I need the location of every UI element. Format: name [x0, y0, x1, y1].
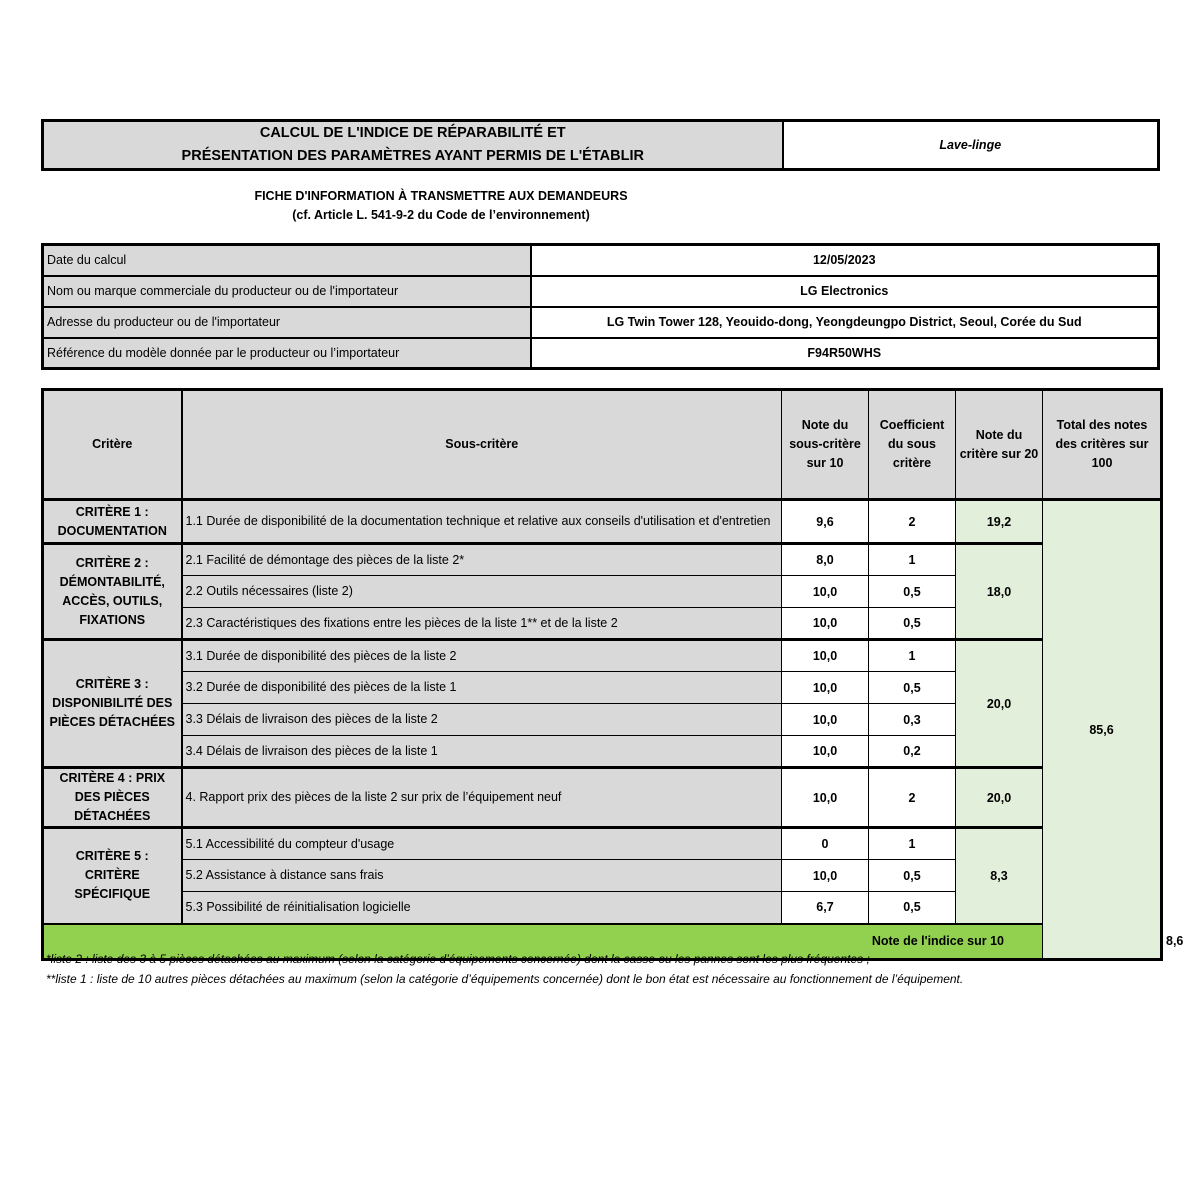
col-note-sous: Note du sous-critère sur 10 — [782, 390, 869, 500]
subcriterion-note: 10,0 — [782, 640, 869, 672]
subcriterion-coef: 0,5 — [869, 892, 956, 924]
header-title: CALCUL DE L'INDICE DE RÉPARABILITÉ ET PRÉSENTATION DES PARAMÈTRES AYANT PERMIS DE L'ÉTABLIR — [43, 121, 783, 170]
table-row — [43, 768, 1162, 828]
subcriterion-label: 4. Rapport prix des pièces de la liste 2 sur prix de l’équipement neuf — [182, 768, 782, 828]
subcriterion-coef: 1 — [869, 544, 956, 576]
footnote-liste-1: **liste 1 : liste de 10 autres pièces détachées au maximum (selon la catégorie d’équipements concernée) dont le bon état est nécessaire au fonctionnement de l’équipement. — [46, 971, 964, 986]
info-row — [43, 307, 1159, 338]
criterion-name: CRITÈRE 3 : DISPONIBILITÉ DES PIÈCES DÉTACHÉES — [43, 640, 182, 768]
subcriterion-note: 10,0 — [782, 736, 869, 768]
subcriterion-coef: 0,5 — [869, 608, 956, 640]
criterion-score: 8,3 — [956, 828, 1043, 924]
criterion-score: 20,0 — [956, 768, 1043, 828]
subcriterion-note: 10,0 — [782, 576, 869, 608]
subcriterion-label: 5.1 Accessibilité du compteur d'usage — [182, 828, 782, 860]
info-value: LG Electronics — [531, 276, 1159, 307]
info-table — [41, 243, 1160, 370]
subcriterion-label: 3.2 Durée de disponibilité des pièces de la liste 1 — [182, 672, 782, 704]
col-note-critere: Note du critère sur 20 — [956, 390, 1043, 500]
table-row — [43, 500, 1162, 544]
table-header — [43, 390, 1162, 500]
subcriterion-coef: 2 — [869, 768, 956, 828]
subcriterion-note: 10,0 — [782, 768, 869, 828]
subcriterion-coef: 0,5 — [869, 672, 956, 704]
col-critere: Critère — [43, 390, 182, 500]
table-row — [43, 640, 1162, 672]
criterion-name: CRITÈRE 5 : CRITÈRE SPÉCIFIQUE — [43, 828, 182, 924]
info-label: Adresse du producteur ou de l'importateur — [43, 307, 531, 338]
score-table — [41, 388, 1184, 961]
info-row — [43, 245, 1159, 276]
table-row — [43, 544, 1162, 576]
info-label: Référence du modèle donnée par le producteur ou l’importateur — [43, 338, 531, 369]
total-score: 85,6 — [1043, 500, 1162, 960]
subcriterion-label: 2.1 Facilité de démontage des pièces de la liste 2* — [182, 544, 782, 576]
subcriterion-note: 10,0 — [782, 672, 869, 704]
subcriterion-coef: 1 — [869, 828, 956, 860]
subcriterion-coef: 2 — [869, 500, 956, 544]
info-value: 12/05/2023 — [531, 245, 1159, 276]
info-label: Nom ou marque commerciale du producteur ou de l'importateur — [43, 276, 531, 307]
info-label: Date du calcul — [43, 245, 531, 276]
col-coef: Coefficient du sous critère — [869, 390, 956, 500]
col-sous-critere: Sous-critère — [182, 390, 782, 500]
subcriterion-coef: 0,5 — [869, 576, 956, 608]
subcriterion-note: 6,7 — [782, 892, 869, 924]
subcriterion-label: 3.4 Délais de livraison des pièces de la liste 1 — [182, 736, 782, 768]
subcriterion-coef: 0,3 — [869, 704, 956, 736]
final-row: Note de l'indice sur 10 8,6 — [43, 924, 1162, 960]
info-row — [43, 338, 1159, 369]
footnote-liste-2: *liste 2 : liste des 3 à 5 pièces détachées au maximum (selon la catégorie d’équipements concernée) dont la casse ou les pannes sont les plus fréquentes ; — [46, 952, 870, 966]
info-row — [43, 276, 1159, 307]
col-total: Total des notes des critères sur 100 — [1043, 390, 1162, 500]
fiche-subtitle: FICHE D'INFORMATION À TRANSMETTRE AUX DEMANDEURS (cf. Article L. 541-9-2 du Code de l’environnement) — [254, 189, 628, 222]
subcriterion-coef: 1 — [869, 640, 956, 672]
table-row — [43, 828, 1162, 860]
subcriterion-label: 2.3 Caractéristiques des fixations entre les pièces de la liste 1** et de la liste 2 — [182, 608, 782, 640]
info-value: LG Twin Tower 128, Yeouido-dong, Yeongdeungpo District, Seoul, Corée du Sud — [531, 307, 1159, 338]
footnotes — [46, 950, 963, 989]
subcriterion-coef: 0,5 — [869, 860, 956, 892]
criterion-score: 19,2 — [956, 500, 1043, 544]
subcriterion-note: 10,0 — [782, 860, 869, 892]
subcriterion-coef: 0,2 — [869, 736, 956, 768]
subcriterion-label: 3.3 Délais de livraison des pièces de la liste 2 — [182, 704, 782, 736]
subcriterion-note: 9,6 — [782, 500, 869, 544]
subcriterion-note: 8,0 — [782, 544, 869, 576]
subcriterion-note: 0 — [782, 828, 869, 860]
subcriterion-label: 2.2 Outils nécessaires (liste 2) — [182, 576, 782, 608]
criterion-name: CRITÈRE 2 : DÉMONTABILITÉ, ACCÈS, OUTILS, FIXATIONS — [43, 544, 182, 640]
final-label: Note de l'indice sur 10 — [43, 924, 1043, 960]
criterion-name: CRITÈRE 4 : PRIX DES PIÈCES DÉTACHÉES — [43, 768, 182, 828]
header-table — [41, 119, 1160, 171]
subcriterion-label: 5.3 Possibilité de réinitialisation logicielle — [182, 892, 782, 924]
subcriterion-label: 1.1 Durée de disponibilité de la documentation technique et relative aux conseils d'utilisation et d'entretien — [182, 500, 782, 544]
info-value: F94R50WHS — [531, 338, 1159, 369]
product-type: Lave-linge — [783, 121, 1159, 170]
subcriterion-label: 3.1 Durée de disponibilité des pièces de la liste 2 — [182, 640, 782, 672]
criterion-name: CRITÈRE 1 : DOCUMENTATION — [43, 500, 182, 544]
subcriterion-label: 5.2 Assistance à distance sans frais — [182, 860, 782, 892]
criterion-score: 18,0 — [956, 544, 1043, 640]
criterion-score: 20,0 — [956, 640, 1043, 768]
subcriterion-note: 10,0 — [782, 608, 869, 640]
subcriterion-note: 10,0 — [782, 704, 869, 736]
